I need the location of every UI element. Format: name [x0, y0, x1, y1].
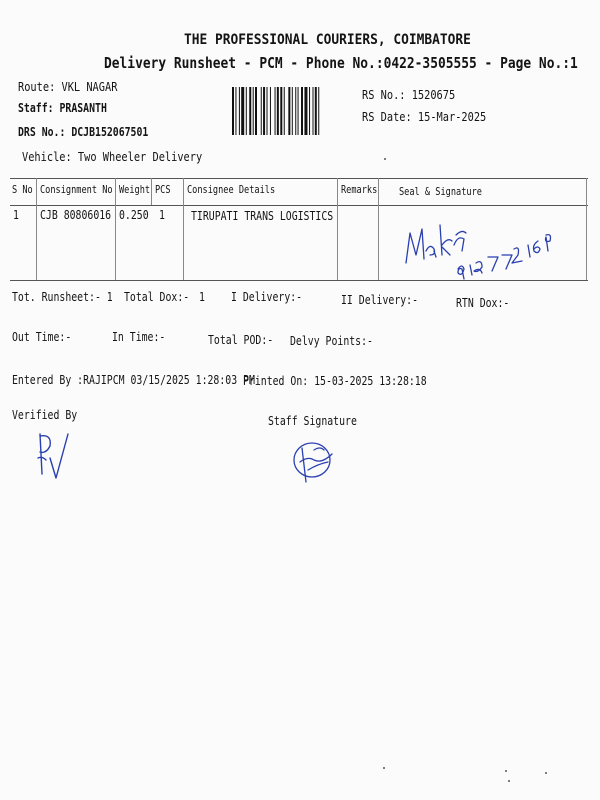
staff-signature-label: Staff Signature	[268, 414, 357, 428]
col-divider	[115, 178, 116, 280]
out-time-label: Out Time:-	[12, 330, 72, 344]
tot-runsheet: Tot. Runsheet:- 1	[12, 290, 113, 304]
verifier-signature	[30, 428, 80, 483]
cell-consignee: TIRUPATI TRANS LOGISTICS	[191, 209, 334, 223]
total-pod-label: Total POD:-	[208, 333, 274, 347]
entered-by: Entered By :RAJIPCM 03/15/2025 1:28:03 PM	[12, 373, 255, 387]
col-header-weight: Weight	[119, 184, 151, 196]
barcode-image	[232, 87, 354, 135]
company-title: THE PROFESSIONAL COURIERS, COIMBATORE	[184, 32, 471, 48]
col-header-seal: Seal & Signature	[399, 186, 482, 198]
staff-label: Staff: PRASANTH	[18, 101, 107, 115]
scan-speck	[383, 767, 385, 769]
scan-speck	[384, 158, 386, 160]
col-divider	[378, 178, 379, 280]
scan-speck	[505, 770, 507, 772]
col-header-sno: S No	[12, 184, 33, 196]
receiver-signature	[398, 215, 558, 285]
total-dox-value: 1	[199, 290, 205, 304]
i-delivery-label: I Delivery:-	[231, 290, 303, 304]
col-divider	[337, 178, 338, 280]
delvy-points-label: Delvy Points:-	[290, 334, 373, 348]
cell-sno: 1	[13, 208, 19, 222]
cell-consignment: CJB 80806016	[40, 208, 112, 222]
verified-by-label: Verified By	[12, 408, 78, 422]
col-header-consignment: Consignment No	[40, 184, 113, 196]
route-label: Route: VKL NAGAR	[18, 80, 118, 94]
in-time-label: In Time:-	[112, 330, 166, 344]
total-dox-label: Total Dox:-	[124, 290, 190, 304]
rs-number: RS No.: 1520675	[362, 88, 456, 102]
staff-signature	[284, 430, 344, 490]
table-top-border	[10, 178, 588, 179]
vehicle-label: Vehicle: Two Wheeler Delivery	[22, 150, 203, 164]
rtn-dox-label: RTN Dox:-	[456, 296, 510, 310]
scan-speck	[545, 772, 547, 774]
printed-on: Printed On: 15-03-2025 13:28:18	[243, 374, 427, 388]
col-header-pcs: PCS	[155, 184, 171, 196]
col-divider	[36, 178, 37, 280]
ii-delivery-label: II Delivery:-	[341, 293, 419, 307]
drs-number: DRS No.: DCJB152067501	[18, 125, 149, 139]
col-divider	[183, 178, 184, 280]
col-divider	[151, 178, 152, 205]
cell-weight: 0.250	[119, 208, 149, 222]
runsheet-subtitle: Delivery Runsheet - PCM - Phone No.:0422-3505555 - Page No.:1	[104, 54, 578, 72]
col-divider	[586, 178, 587, 280]
cell-pcs: 1	[159, 208, 165, 222]
col-header-remarks: Remarks	[341, 184, 378, 196]
rs-date: RS Date: 15-Mar-2025	[362, 110, 487, 124]
col-header-consignee: Consignee Details	[187, 184, 276, 196]
scan-speck	[508, 780, 510, 782]
table-header-border	[10, 205, 588, 206]
